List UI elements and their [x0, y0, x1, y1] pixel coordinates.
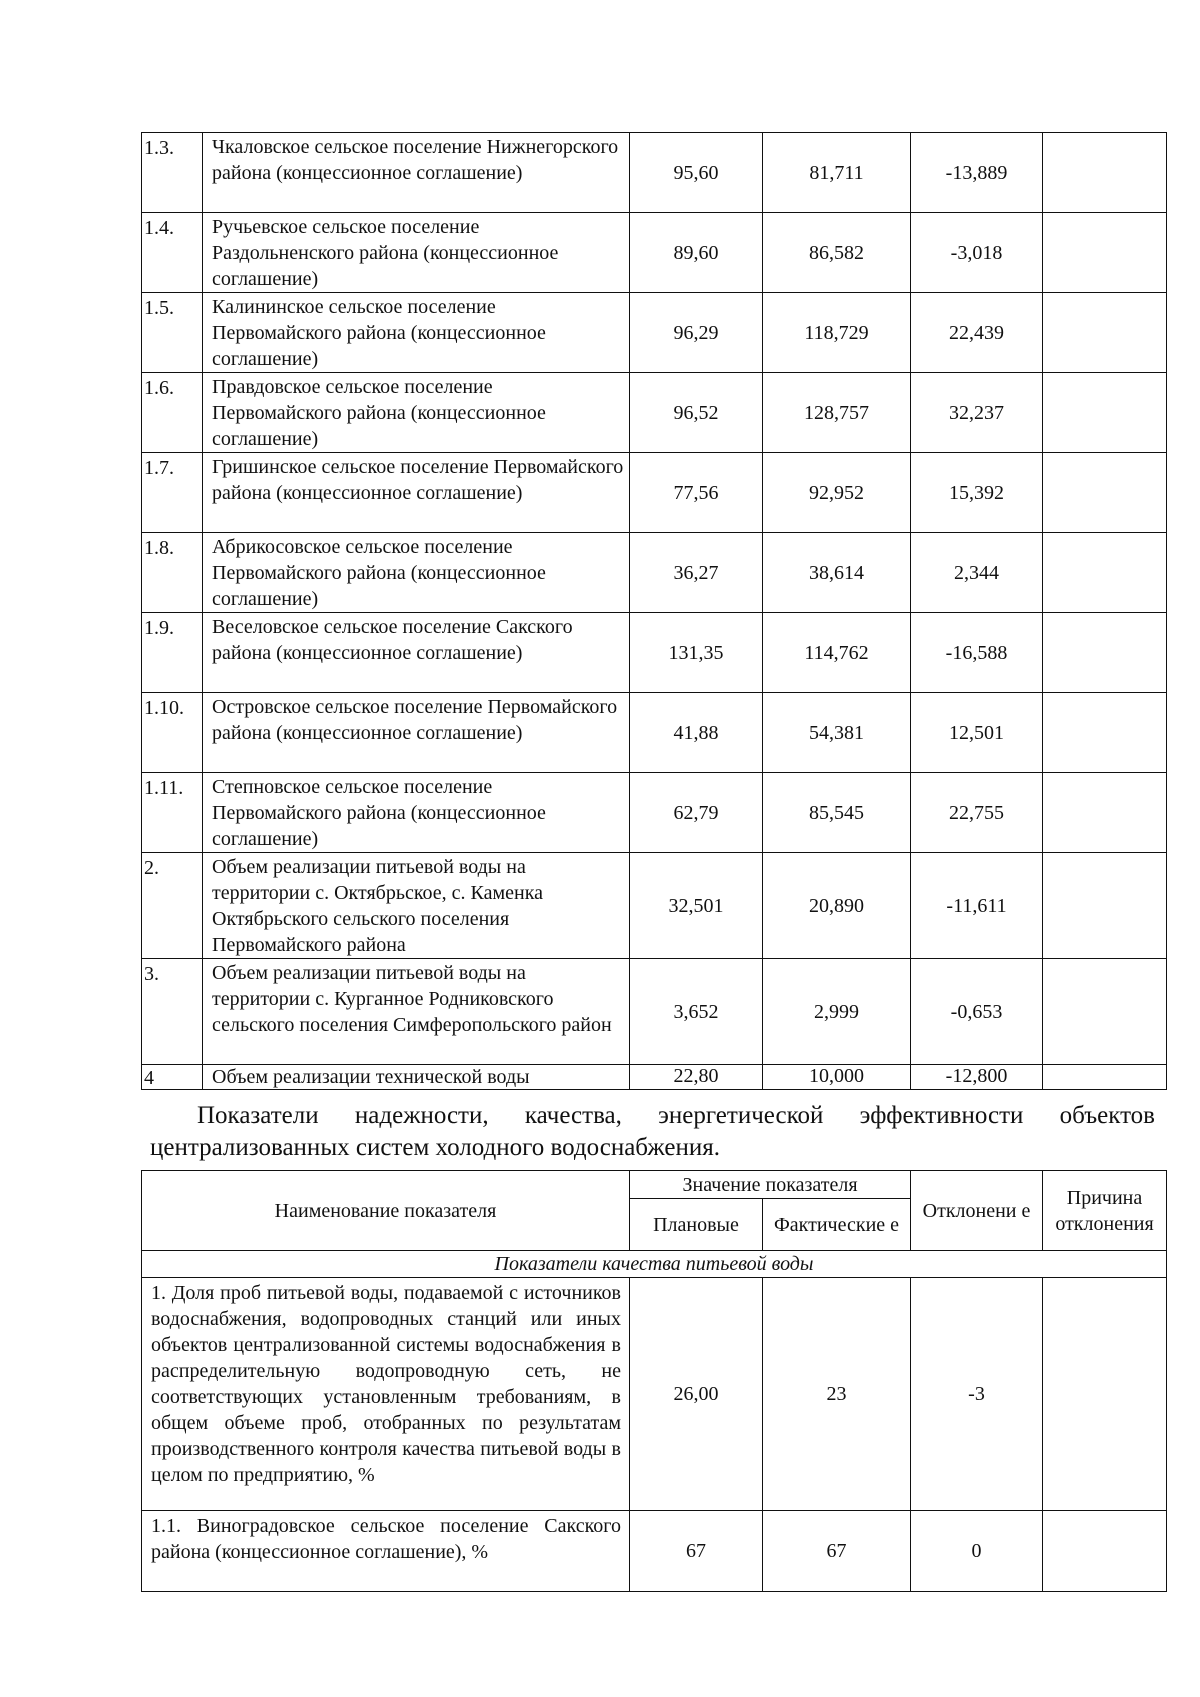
- deviation-value: 12,501: [911, 693, 1043, 773]
- table-row: [142, 1511, 1167, 1592]
- fact-value: 38,614: [763, 533, 911, 613]
- fact-value: 20,890: [763, 853, 911, 959]
- table-row: [142, 133, 1167, 213]
- reason-value: [1043, 293, 1167, 373]
- fact-value: 92,952: [763, 453, 911, 533]
- plan-value: 26,00: [630, 1278, 763, 1511]
- row-name: Ручьевское сельское поселение Раздольненского района (концессионное соглашение): [203, 213, 630, 293]
- row-name: Чкаловское сельское поселение Нижнегорского района (концессионное соглашение): [203, 133, 630, 213]
- reason-value: [1043, 693, 1167, 773]
- row-name: Гришинское сельское поселение Первомайского района (концессионное соглашение): [203, 453, 630, 533]
- table-row: [142, 533, 1167, 613]
- table-row: [142, 613, 1167, 693]
- fact-value: 128,757: [763, 373, 911, 453]
- deviation-value: -12,800: [911, 1065, 1043, 1090]
- plan-value: 96,29: [630, 293, 763, 373]
- fact-value: 54,381: [763, 693, 911, 773]
- deviation-value: 22,755: [911, 773, 1043, 853]
- reason-value: [1043, 453, 1167, 533]
- row-name: Калининское сельское поселение Первомайского района (концессионное соглашение): [203, 293, 630, 373]
- deviation-value: -3: [911, 1278, 1043, 1511]
- row-name: Объем реализации технической воды: [203, 1065, 630, 1090]
- header-reason: Причина отклонения: [1043, 1171, 1167, 1251]
- row-number: 1.5.: [142, 293, 203, 373]
- fact-value: 23: [763, 1278, 911, 1511]
- indicator-name: 1. Доля проб питьевой воды, подаваемой с источников водоснабжения, водопроводных станций или иных объектов централизованной системы водоснабжения в распределительную водопроводную сеть, не соответствующих установленным требованиям, в общем объеме проб, отобранных по результатам производственного контроля качества питьевой воды в целом по предприятию, %: [142, 1278, 630, 1511]
- row-name: Степновское сельское поселение Первомайского района (концессионное соглашение): [203, 773, 630, 853]
- table-row: [142, 1278, 1167, 1511]
- plan-value: 36,27: [630, 533, 763, 613]
- reason-value: [1043, 1065, 1167, 1090]
- row-name: Объем реализации питьевой воды на территории с. Курганное Родниковского сельского поселения Симферопольского район: [203, 959, 630, 1065]
- row-number: 2.: [142, 853, 203, 959]
- fact-value: 10,000: [763, 1065, 911, 1090]
- section-title: Показатели качества питьевой воды: [142, 1251, 1167, 1278]
- fact-value: 67: [763, 1511, 911, 1592]
- row-number: 1.4.: [142, 213, 203, 293]
- reason-value: [1043, 373, 1167, 453]
- reason-value: [1043, 133, 1167, 213]
- header-fact: Фактическиe е: [763, 1199, 911, 1251]
- table-row: [142, 959, 1167, 1065]
- deviation-value: 0: [911, 1511, 1043, 1592]
- deviation-value: 32,237: [911, 373, 1043, 453]
- deviation-value: 15,392: [911, 453, 1043, 533]
- row-name: Островское сельское поселение Первомайского района (концессионное соглашение): [203, 693, 630, 773]
- section-heading: Показатели надежности, качества, энергетической эффективности объектов централизованных систем холодного водоснабжения.: [150, 1102, 1155, 1161]
- indicators-table: [141, 1170, 1167, 1592]
- header-plan: Плановые: [630, 1199, 763, 1251]
- table-row: [142, 213, 1167, 293]
- deviation-value: -13,889: [911, 133, 1043, 213]
- volume-table: [141, 132, 1167, 1090]
- row-number: 1.9.: [142, 613, 203, 693]
- reason-value: [1043, 773, 1167, 853]
- plan-value: 131,35: [630, 613, 763, 693]
- reason-value: [1043, 613, 1167, 693]
- plan-value: 95,60: [630, 133, 763, 213]
- fact-value: 118,729: [763, 293, 911, 373]
- section-row: [142, 1251, 1167, 1278]
- deviation-value: 22,439: [911, 293, 1043, 373]
- plan-value: 3,652: [630, 959, 763, 1065]
- row-name: Веселовское сельское поселение Сакского района (концессионное соглашение): [203, 613, 630, 693]
- reason-value: [1043, 959, 1167, 1065]
- row-name: Правдовское сельское поселение Первомайского района (концессионное соглашение): [203, 373, 630, 453]
- deviation-value: 2,344: [911, 533, 1043, 613]
- plan-value: 32,501: [630, 853, 763, 959]
- deviation-value: -3,018: [911, 213, 1043, 293]
- table-row: [142, 693, 1167, 773]
- plan-value: 77,56: [630, 453, 763, 533]
- row-number: 3.: [142, 959, 203, 1065]
- deviation-value: -0,653: [911, 959, 1043, 1065]
- fact-value: 85,545: [763, 773, 911, 853]
- fact-value: 86,582: [763, 213, 911, 293]
- reason-value: [1043, 533, 1167, 613]
- row-name: Абрикосовское сельское поселение Первомайского района (концессионное соглашение): [203, 533, 630, 613]
- reason-value: [1043, 1278, 1167, 1511]
- deviation-value: -11,611: [911, 853, 1043, 959]
- indicator-name: 1.1. Виноградовское сельское поселение Сакского района (концессионное соглашение), %: [142, 1511, 630, 1592]
- header-deviation: Отклонени е: [911, 1171, 1043, 1251]
- row-number: 1.8.: [142, 533, 203, 613]
- row-number: 1.7.: [142, 453, 203, 533]
- plan-value: 89,60: [630, 213, 763, 293]
- plan-value: 41,88: [630, 693, 763, 773]
- reason-value: [1043, 1511, 1167, 1592]
- row-number: 1.6.: [142, 373, 203, 453]
- plan-value: 22,80: [630, 1065, 763, 1090]
- table-row: [142, 853, 1167, 959]
- table-row: [142, 1065, 1167, 1090]
- row-number: 1.3.: [142, 133, 203, 213]
- deviation-value: -16,588: [911, 613, 1043, 693]
- fact-value: 81,711: [763, 133, 911, 213]
- plan-value: 62,79: [630, 773, 763, 853]
- plan-value: 67: [630, 1511, 763, 1592]
- table-row: [142, 773, 1167, 853]
- header-name: Наименование показателя: [142, 1171, 630, 1251]
- table-row: [142, 453, 1167, 533]
- header-value-group: Значение показателя: [630, 1171, 911, 1199]
- reason-value: [1043, 853, 1167, 959]
- fact-value: 2,999: [763, 959, 911, 1065]
- row-number: 1.10.: [142, 693, 203, 773]
- row-number: 1.11.: [142, 773, 203, 853]
- reason-value: [1043, 213, 1167, 293]
- fact-value: 114,762: [763, 613, 911, 693]
- table-row: [142, 373, 1167, 453]
- plan-value: 96,52: [630, 373, 763, 453]
- row-name: Объем реализации питьевой воды на территории с. Октябрьское, с. Каменка Октябрьского сельского поселения Первомайского района: [203, 853, 630, 959]
- row-number: 4: [142, 1065, 203, 1090]
- table-row: [142, 293, 1167, 373]
- header-row: [142, 1171, 1167, 1199]
